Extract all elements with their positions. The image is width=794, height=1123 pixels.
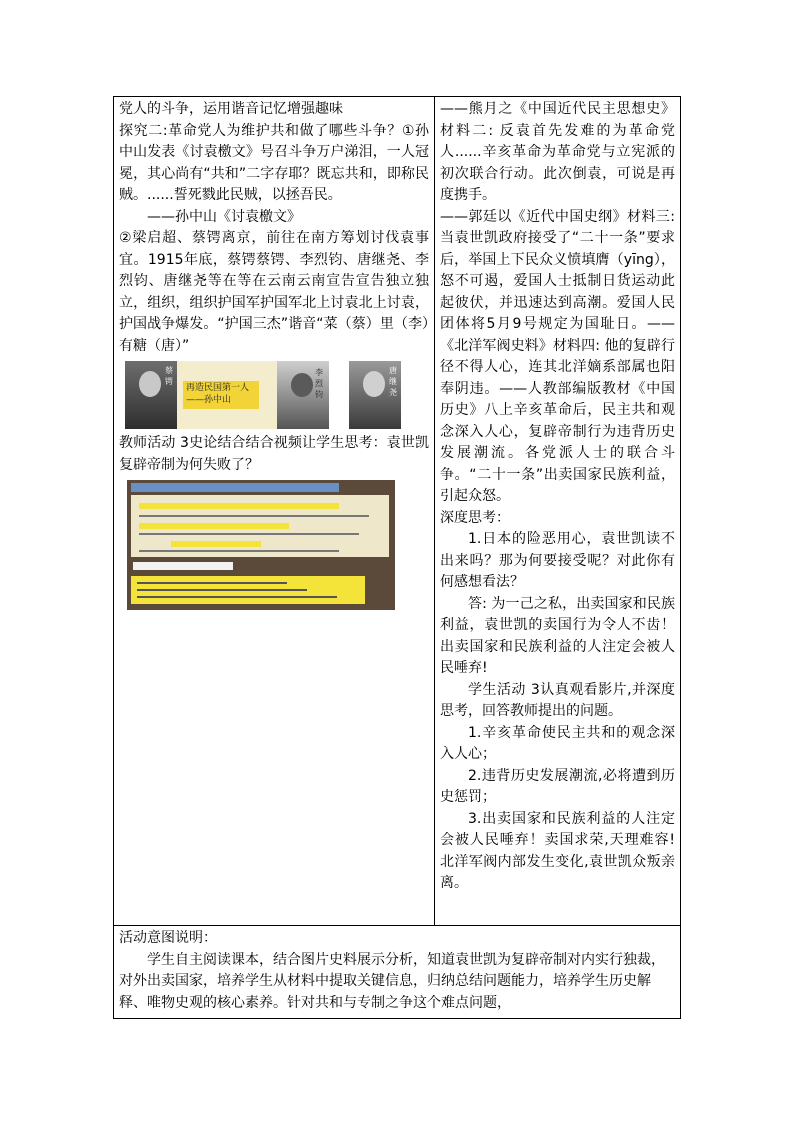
right-para-7: 1.辛亥革命使民主共和的观念深入人心；: [440, 724, 675, 762]
portrait-label-cai: 蔡锷: [165, 366, 173, 386]
video-slide-image: [127, 480, 395, 610]
right-para-5: 答: 为一己之私，出卖国家和民族利益，袁世凯的卖国行为令人不齿！出卖国家和民族利益的人注定会被人民唾弃!: [440, 595, 675, 676]
right-column-cell: [435, 97, 681, 926]
activity-intent-cell: [114, 926, 681, 1019]
right-para-9: 3.出卖国家和民族利益的人注定会被人民唾弃！卖国求荣,天理难容! 北洋军阀内部发生变化,袁世凯众叛亲离。: [440, 810, 680, 891]
left-para-3: ——孙中山《讨袁檄文》: [147, 208, 301, 225]
right-para-6: 学生活动 3认真观看影片,并深度思考，回答教师提出的问题。: [440, 681, 675, 719]
portrait-banner-text: 再造民国第一人 ——孙中山: [183, 381, 259, 409]
activity-intent-text: 学生自主阅读课本，结合图片史料展示分析，知道袁世凯为复辟帝制对内实行独裁，对外出卖国家，培养学生从材料中提取关键信息，归纳总结问题能力，培养学生历史解释、唯物史观的核心素养。针对共和与专制之争这个难点问题，: [119, 951, 665, 1011]
left-para-4: ②梁启超、蔡锷离京，前往在南方筹划讨伐袁事宜。1915年底，蔡锷蔡锷、李烈钧、唐继尧、李烈钧、唐继尧等在等在云南云南宣告宣告独立独立，组织，组织护国军护国军北上讨袁北上讨袁，护国战争爆发。“护国三杰”谐音“菜（蔡）里（李）有糖（唐）”: [119, 230, 429, 354]
right-para-2: ——郭廷以《近代中国史纲》材料三: 当袁世凯政府接受了“二十一条”要求后，举国上下民众义愤填膺（yīng），怒不可遏，爱国人士抵制日货运动此起彼伏，并迅速达到高潮。爱国人民团体将5月9号规定为国耻日。——《北洋军阀史料》材料四: 他的复辟行径不得人心，连其北洋嫡系部属也阳奉阴违。——人教部编版教材《中国历史》八上辛亥革命后，民主共和观念深入人心，复辟帝制行为违背历史发展潮流。各党派人士的联合斗争。“二十一条”出卖国家民族利益，引起众怒。: [440, 208, 680, 504]
portrait-image-strip: [125, 361, 401, 429]
left-para-1: 党人的斗争，运用谐音记忆增强趣味: [119, 101, 343, 117]
lesson-plan-table: [113, 96, 681, 1019]
portrait-sun-banner: [177, 361, 277, 429]
left-para-5: 教师活动 3史论结合结合视频让学生思考：袁世凯复辟帝制为何失败了？: [119, 435, 429, 473]
slide-answer-box: [131, 576, 365, 604]
right-para-4: 1.日本的险恶用心，袁世凯读不出来吗？那为何要接受呢？对此你有何感想看法？: [440, 531, 675, 590]
right-para-1: ——熊月之《中国近代民主思想史》材料二: 反袁首先发难的为革命党人......辛亥革命为革命党与立宪派的初次联合行动。此次倒袁，可说是再度携手。: [440, 101, 675, 203]
portrait-tang-jiyao: [349, 361, 401, 429]
right-para-8: 2.违背历史发展潮流,必将遭到历史惩罚；: [440, 767, 675, 805]
slide-title-bar: [131, 483, 339, 492]
portrait-label-tang: 唐继尧: [389, 366, 397, 397]
portrait-li-liejun: [277, 361, 329, 429]
portrait-cai-e: [125, 361, 177, 429]
slide-material-box: [131, 495, 389, 557]
activity-intent-heading: 活动意图说明：: [119, 930, 217, 946]
slide-question-bar: [133, 562, 233, 570]
left-para-2: 探究二:革命党人为维护共和做了哪些斗争？①孙中山发表《讨袁檄文》号召斗争万户涕泪，一人冠冕，其心尚有“共和”二字存耶？既忘共和，即称民贼。......誓死戮此民贼，以拯吾民。: [119, 122, 429, 203]
right-para-3: 深度思考：: [440, 509, 510, 526]
portrait-label-li: 李烈钧: [315, 368, 323, 399]
left-column-cell: [114, 97, 435, 926]
